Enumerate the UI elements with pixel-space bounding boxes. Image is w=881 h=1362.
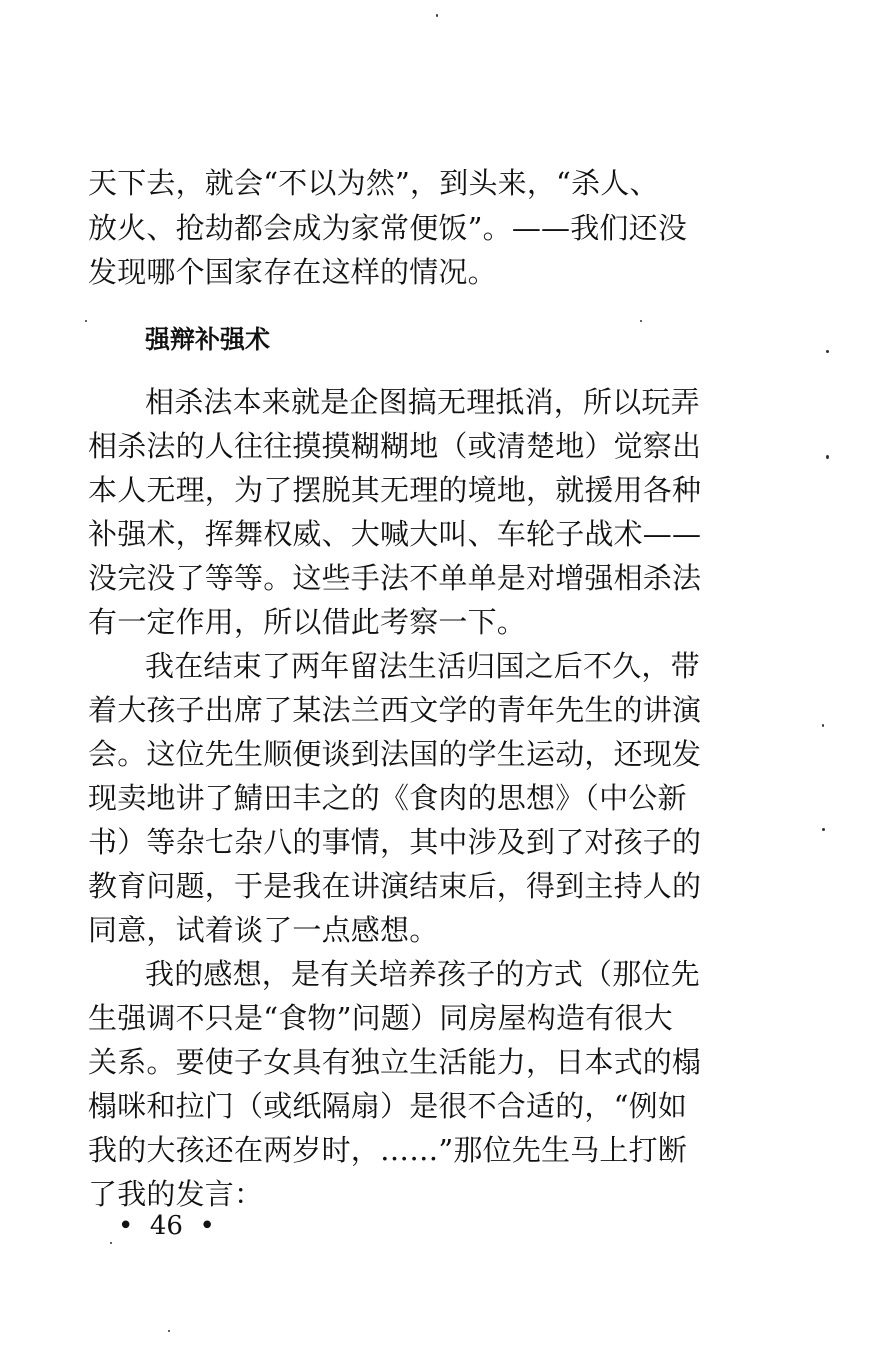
text-line: 榻咪和拉门（或纸隔扇）是很不合适的，“例如 bbox=[88, 1089, 688, 1123]
text-line: 我的大孩还在两岁时，……”那位先生马上打断 bbox=[88, 1133, 688, 1167]
paragraph-first-line: 我在结束了两年留法生活归国之后不久，带 bbox=[145, 649, 700, 683]
scan-speck bbox=[826, 455, 829, 459]
scan-speck bbox=[822, 828, 825, 831]
scan-speck bbox=[436, 14, 438, 17]
text-line: 天下去，就会“不以为然”，到头来，“杀人、 bbox=[88, 166, 659, 200]
scan-speck bbox=[640, 320, 642, 322]
scan-speck bbox=[85, 320, 87, 322]
text-line: 本人无理，为了摆脱其无理的境地，就援用各种 bbox=[88, 473, 702, 507]
text-line: 书）等杂七杂八的事情，其中涉及到了对孩子的 bbox=[88, 825, 702, 859]
text-line: 了我的发言： bbox=[88, 1177, 264, 1211]
text-line: 着大孩子出席了某法兰西文学的青年先生的讲演 bbox=[88, 693, 702, 727]
page-number: • 46 • bbox=[118, 1211, 215, 1241]
text-line: 相杀法的人往往摸摸糊糊地（或清楚地）觉察出 bbox=[88, 429, 702, 463]
text-line: 会。这位先生顺便谈到法国的学生运动，还现发 bbox=[88, 737, 702, 771]
text-line: 放火、抢劫都会成为家常便饭”。——我们还没 bbox=[88, 211, 688, 245]
scan-speck bbox=[822, 724, 824, 727]
text-line: 教育问题，于是我在讲演结束后，得到主持人的 bbox=[88, 869, 702, 903]
section-heading: 强辩补强术 bbox=[145, 325, 271, 354]
paragraph-first-line: 我的感想，是有关培养孩子的方式（那位先 bbox=[145, 957, 700, 991]
scan-speck bbox=[110, 1242, 112, 1244]
scan-speck bbox=[826, 350, 829, 353]
text-line: 有一定作用，所以借此考察一下。 bbox=[88, 605, 527, 639]
text-line: 同意，试着谈了一点感想。 bbox=[88, 913, 439, 947]
paragraph-first-line: 相杀法本来就是企图搞无理抵消，所以玩弄 bbox=[145, 385, 700, 419]
text-line: 发现哪个国家存在这样的情况。 bbox=[88, 255, 497, 289]
text-line: 没完没了等等。这些手法不单单是对增强相杀法 bbox=[88, 561, 702, 595]
text-line: 生强调不只是“食物”问题）同房屋构造有很大 bbox=[88, 1001, 673, 1035]
text-line: 补强术，挥舞权威、大喊大叫、车轮子战术—— bbox=[88, 517, 702, 551]
text-line: 现卖地讲了鯖田丰之的《食肉的思想》（中公新 bbox=[88, 781, 687, 815]
text-line: 关系。要使子女具有独立生活能力，日本式的榻 bbox=[88, 1045, 702, 1079]
scan-speck bbox=[168, 1330, 170, 1332]
